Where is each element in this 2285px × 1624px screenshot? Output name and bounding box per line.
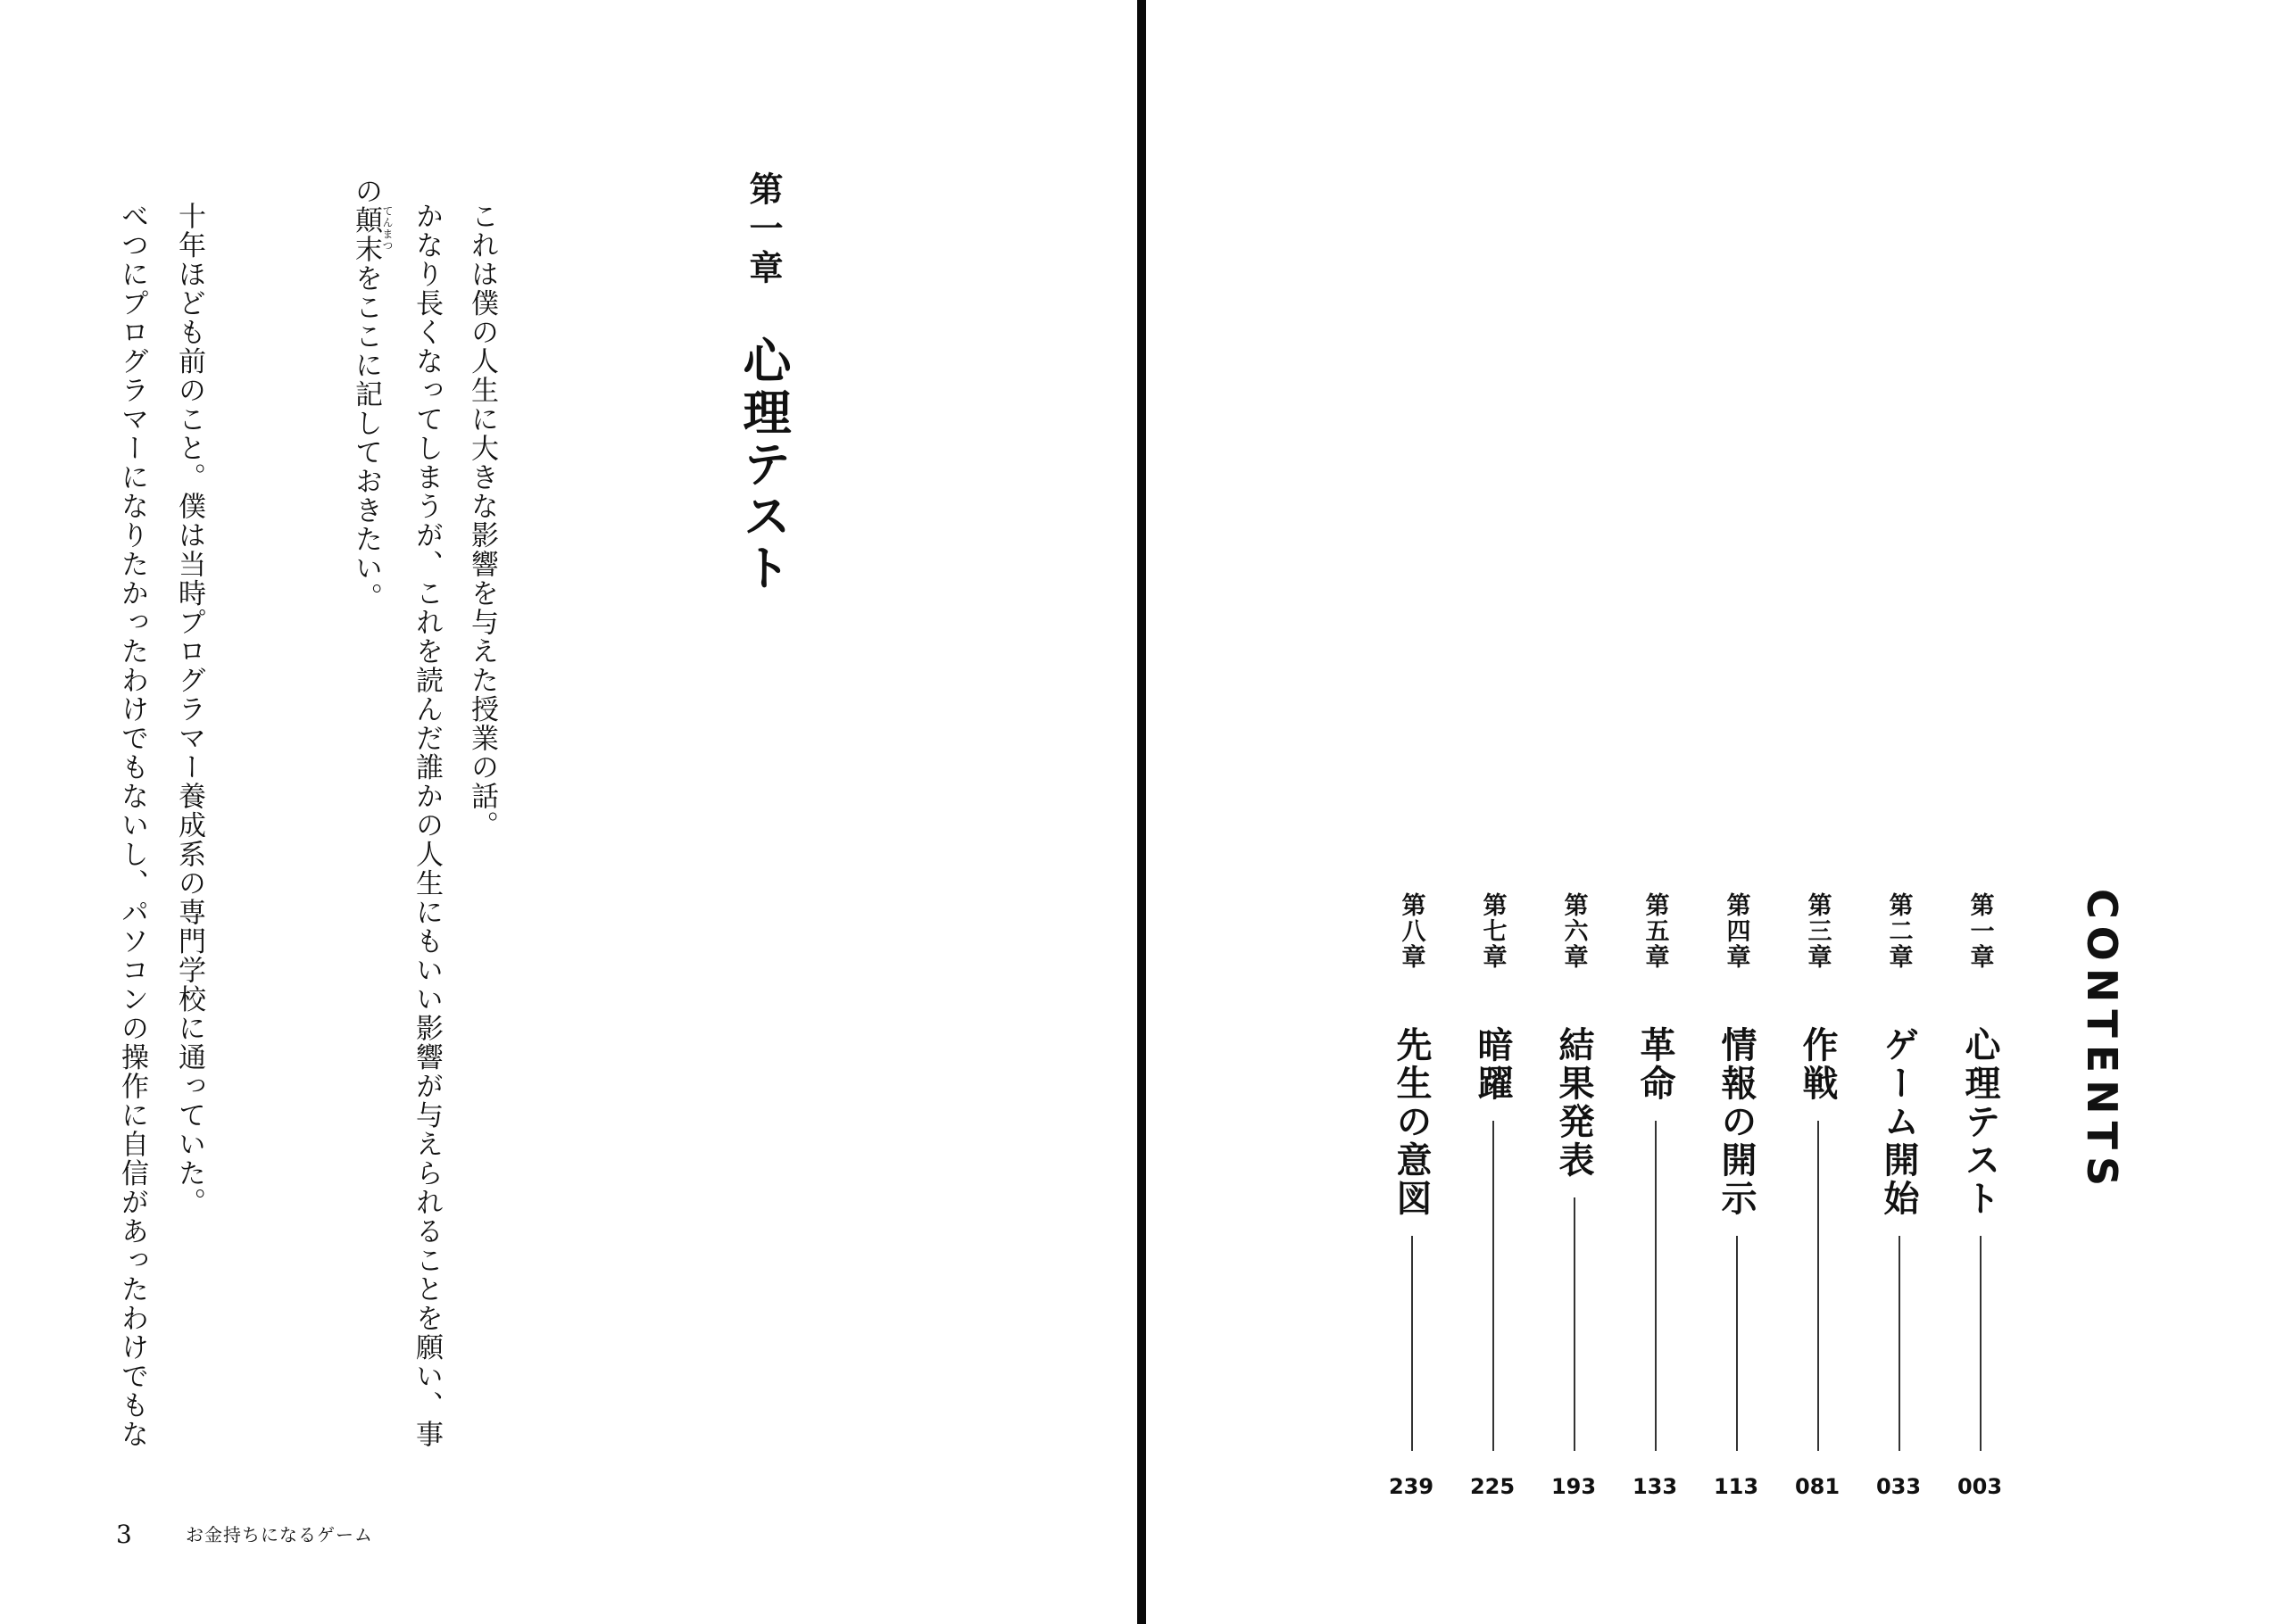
toc-entry[interactable]	[1470, 892, 1515, 1517]
body-line-4: 十年ほども前のこと。僕は当時プログラマー養成系の専門学校に通っていた。	[173, 202, 205, 1217]
toc-entry[interactable]	[1876, 892, 1921, 1517]
toc-page-number: 133	[1632, 1474, 1678, 1499]
toc-leader-line	[1736, 1236, 1738, 1451]
chapter-title: 心理テスト	[735, 336, 792, 594]
body-line-5: べつにプログラマーになりたかったわけでもないし、パソコンの操作に自信があったわけでもな	[116, 202, 148, 1449]
toc-chapter-title: 暗躍	[1472, 1026, 1513, 1103]
ruby-reading: てんまつ	[381, 205, 394, 252]
toc-chapter-number: 第七章	[1478, 892, 1507, 970]
toc-chapter-number: 第二章	[1884, 892, 1913, 970]
toc-leader-line	[1411, 1236, 1413, 1451]
toc-page-number: 193	[1550, 1474, 1597, 1499]
toc-chapter-number: 第八章	[1397, 892, 1425, 970]
left-page	[0, 0, 1137, 1624]
body-line-3: の顛末をここに記しておきたい。	[350, 177, 382, 612]
toc-entry[interactable]	[1633, 892, 1677, 1517]
toc-leader-line	[1492, 1121, 1494, 1451]
toc-leader-line	[1574, 1197, 1575, 1451]
body-line-2: かなり長くなってしまうが、これを読んだ誰かの人生にもいい影響が与えられることを願い、事	[411, 202, 443, 1449]
toc-entry[interactable]	[1389, 892, 1433, 1517]
toc-chapter-title: 結果発表	[1553, 1026, 1594, 1180]
toc-chapter-number: 第五章	[1641, 892, 1669, 970]
toc-entry[interactable]	[1714, 892, 1758, 1517]
toc-leader-line	[1980, 1236, 1982, 1451]
running-title: お金持ちになるゲーム	[186, 1524, 373, 1545]
contents-heading: CONTENTS	[2078, 889, 2127, 1194]
gutter-divider	[1137, 0, 1146, 1624]
toc-chapter-number: 第六章	[1559, 892, 1588, 970]
chapter-label: 第一章	[744, 171, 784, 289]
toc-leader-line	[1899, 1236, 1900, 1451]
toc-chapter-number: 第三章	[1803, 892, 1832, 970]
toc-chapter-title: 革命	[1634, 1026, 1675, 1103]
toc-page-number: 113	[1713, 1474, 1759, 1499]
toc-chapter-title: 情報の開示	[1716, 1026, 1757, 1218]
toc-page-number: 081	[1794, 1474, 1840, 1499]
toc-entry[interactable]	[1957, 892, 2002, 1517]
toc-entry[interactable]	[1795, 892, 1840, 1517]
toc-entry[interactable]	[1551, 892, 1596, 1517]
toc-page-number: 239	[1388, 1474, 1434, 1499]
toc-page-number: 003	[1957, 1474, 2003, 1499]
toc-chapter-number: 第一章	[1965, 892, 1994, 970]
toc-chapter-title: ゲーム開始	[1878, 1026, 1919, 1218]
toc-chapter-title: 先生の意図	[1391, 1026, 1432, 1218]
toc-leader-line	[1817, 1121, 1819, 1451]
toc-chapter-title: 心理テスト	[1959, 1026, 2000, 1218]
toc-page-number: 033	[1875, 1474, 1922, 1499]
toc-chapter-number: 第四章	[1722, 892, 1750, 970]
toc-chapter-title: 作戦	[1797, 1026, 1838, 1103]
body-line-1: これは僕の人生に大きな影響を与えた授業の話。	[466, 202, 498, 840]
page-number: 3	[116, 1520, 132, 1549]
toc-page-number: 225	[1469, 1474, 1516, 1499]
toc-leader-line	[1655, 1121, 1657, 1451]
